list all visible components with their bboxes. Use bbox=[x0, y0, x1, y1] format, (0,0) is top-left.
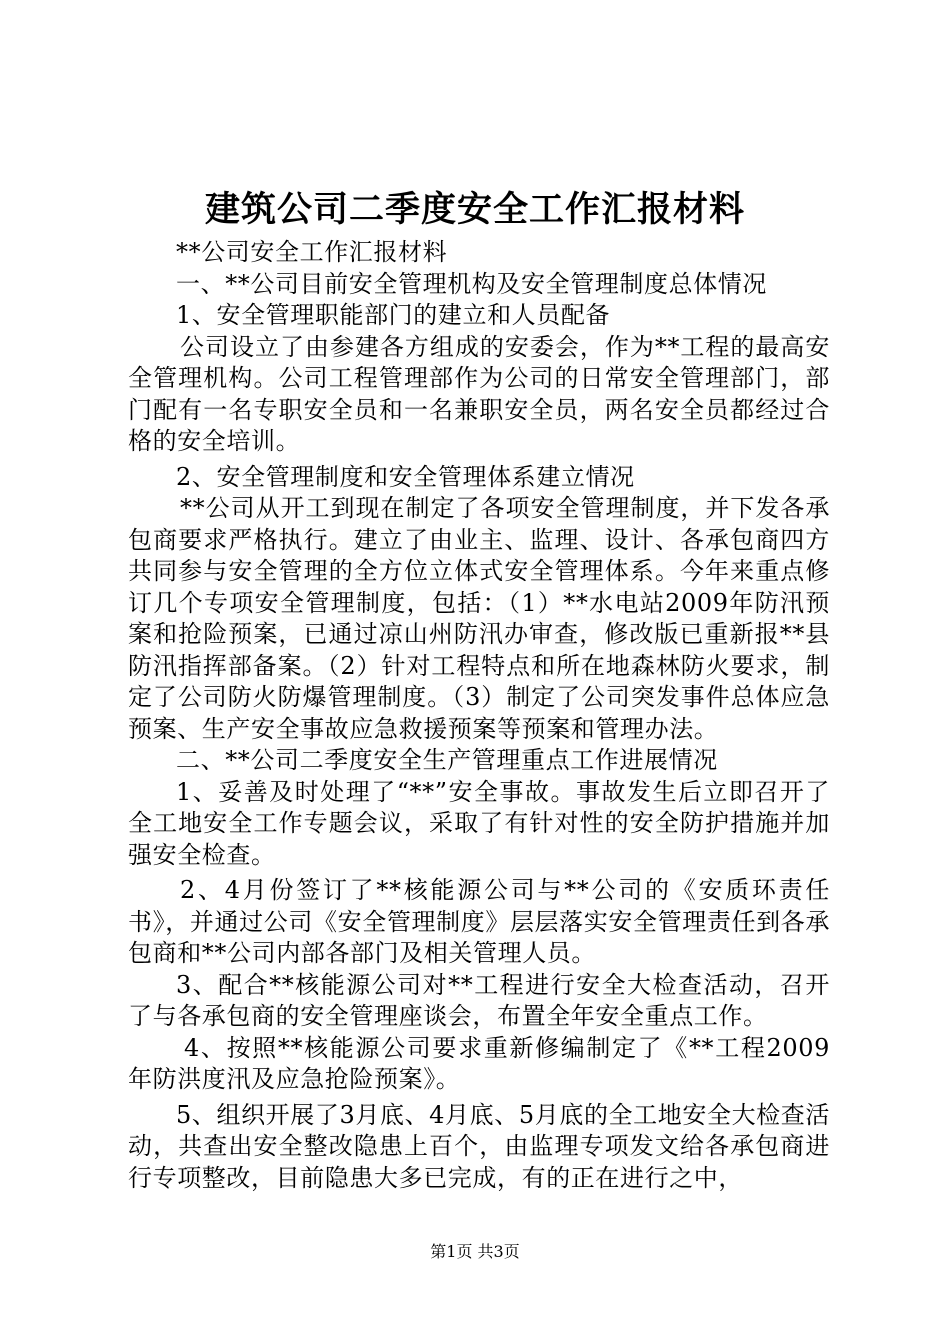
list-item-1: 1、妥善及时处理了“**”安全事故。事故发生后立即召开了全工地安全工作专题会议，采取了有针对性的安全防护措施并加强安全检查。 bbox=[128, 777, 830, 869]
list-item-3: 3、配合**核能源公司对**工程进行安全大检查活动，召开了与各承包商的安全管理座谈会，布置全年安全重点工作。 bbox=[128, 970, 830, 1030]
document-title: 建筑公司二季度安全工作汇报材料 bbox=[204, 189, 745, 230]
paragraph-subtitle: **公司安全工作汇报材料 bbox=[176, 238, 448, 266]
list-item-4: 4、按照**核能源公司要求重新修编制定了《**工程2009年防洪度汛及应急抢险预案》。 bbox=[128, 1033, 830, 1093]
section-heading-1: 一、**公司目前安全管理机构及安全管理制度总体情况 bbox=[176, 269, 767, 298]
section-heading-2: 二、**公司二季度安全生产管理重点工作进展情况 bbox=[176, 746, 718, 774]
paragraph-management-system: **公司从开工到现在制定了各项安全管理制度，并下发各承包商要求严格执行。建立了由业主、监理、设计、各承包商四方共同参与安全管理的全方位立体式安全管理体系。今年来重点修订几个专项安全管理制度，包括：（1）**水电站2009年防汛预案和抢险预案，已通过凉山州防汛办审查，修改版已重新报**县防汛指挥部备案。（2）针对工程特点和所在地森林防火要求，制定了公司防火防爆管理制度。（3）制定了公司突发事件总体应急预案、生产安全事故应急救援预案等预案和管理办法。 bbox=[128, 494, 830, 743]
page-number-footer: 第1页 共3页 bbox=[430, 1242, 520, 1261]
subsection-heading-1-1: 1、安全管理职能部门的建立和人员配备 bbox=[176, 301, 611, 329]
subsection-heading-1-2: 2、安全管理制度和安全管理体系建立情况 bbox=[176, 462, 635, 491]
list-item-2: 2、4月份签订了**核能源公司与**公司的《安质环责任书》，并通过公司《安全管理制度》层层落实安全管理责任到各承包商和**公司内部各部门及相关管理人员。 bbox=[128, 876, 830, 967]
list-item-5: 5、组织开展了3月底、4月底、5月底的全工地安全大检查活动，共查出安全整改隐患上百个，由监理专项发文给各承包商进行专项整改，目前隐患大多已完成，有的正在进行之中， bbox=[128, 1100, 830, 1192]
document-body bbox=[128, 237, 830, 1194]
paragraph-organization: 公司设立了由参建各方组成的安委会，作为**工程的最高安全管理机构。公司工程管理部作为公司的日常安全管理部门，部门配有一名专职安全员和一名兼职安全员，两名安全员都经过合格的安全培训。 bbox=[128, 332, 830, 455]
